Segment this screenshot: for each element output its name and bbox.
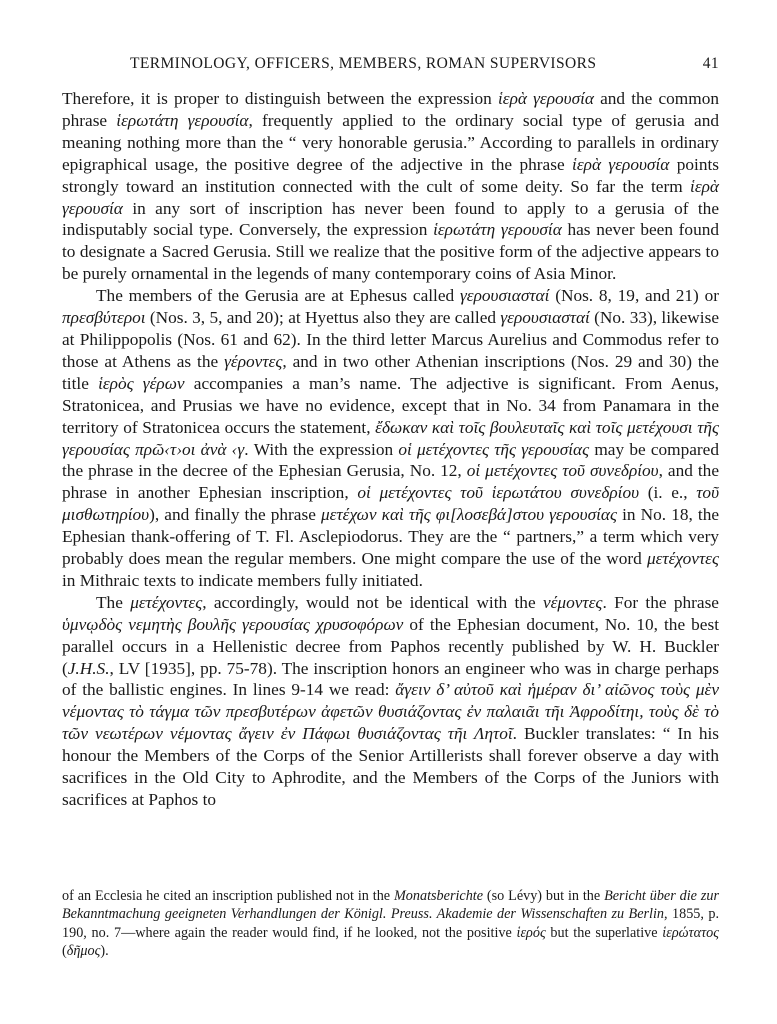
greek-term: ἱερός — [516, 924, 546, 941]
greek-term: ἱερώτατος — [662, 924, 719, 941]
page-number: 41 — [702, 55, 719, 72]
paragraph-2: The members of the Gerusia are at Ephesus called γερουσιασταί (Nos. 8, 19, and 21) or πρεσβύτεροι (Nos. 3, 5, and 20); at Hyettus also they are called γερουσιασταί (No. 33), likewise at Philippopolis (Nos. 61 and 62). In the third letter Marcus Aurelius and Commodus refer to those at Athens as the γέροντες, and in two other Athenian inscriptions (Nos. 29 and 30) the title ἱερὸς γέρων accompanies a man’s name. The adjective is significant. From Aenus, Stratonicea, and Prusias we have no evidence, except that in No. 34 from Panamara in the territory of Stratonicea occurs the statement, ἔδωκαν καὶ τοῖς βουλευταῖς καὶ τοῖς μετέχουσι τῆς γερουσίας πρῶ‹τ›οι ἀνὰ ‹γ. With the expression οἱ μετέχοντες τῆς γερουσίας may be compared the phrase in the decree of the Ephesian Gerusia, No. 12, οἱ μετέχοντες τοῦ συνεδρίου, and the phrase in another Ephesian inscription, οἱ μετέχοντες τοῦ ἱερωτάτου συνεδρίου (i. e., τοῦ μισθωτηρίου), and finally the phrase μετέχων καὶ τῆς φι[λοσεβά]στου γερουσίας in No. 18, the Ephesian thank-offering of T. Fl. Asclepiodorus. They are the “ partners,” a term which very probably does mean the regular members. One might compare the use of the word μετέχοντες in Mithraic texts to indicate members fully initiated. — [62, 286, 720, 590]
greek-quotation: ἔδωκαν καὶ τοῖς βουλευταῖς καὶ τοῖς μετέχουσι τῆς γερουσίας πρῶ‹τ›οι ἀνὰ ‹γ — [62, 417, 719, 459]
greek-term: τοῦ μισθωτηρίου — [62, 483, 720, 525]
publication-title: Monatsberichte — [393, 888, 484, 904]
greek-term: οἱ μετέχοντες τῆς γερουσίας — [398, 439, 590, 459]
running-header — [62, 55, 719, 79]
greek-term: μετέχων καὶ τῆς φι[λοσεβά]στου γερουσίας — [320, 505, 618, 525]
greek-term: ἱερὸς γέρων — [98, 373, 185, 393]
greek-term: ἱερωτάτη γερουσία — [116, 110, 249, 130]
greek-term: γερουσιασταί — [500, 308, 590, 328]
greek-term: ὑμνῳδὸς νεμητὴς βουλῆς γερουσίας χρυσοφόρων — [62, 614, 404, 634]
greek-term: μετέχοντες — [130, 592, 203, 612]
main-text — [62, 88, 719, 811]
publication-title: Bericht über die zur Bekanntmachung geeigneten Verhandlungen der Königl. Preuss. Akademie der Wissenschaften zu Berlin — [62, 888, 719, 923]
greek-term: πρεσβύτεροι — [62, 308, 146, 328]
greek-term: δῆμος — [66, 942, 101, 959]
greek-term: μετέχοντες — [646, 549, 719, 569]
greek-term: γέροντες — [224, 351, 283, 371]
running-title: TERMINOLOGY, OFFICERS, MEMBERS, ROMAN SUPERVISORS — [130, 55, 597, 72]
greek-term: ἱερὰ γερουσία — [497, 89, 594, 108]
greek-quotation: ἄγειν δ’ αὐτοῦ καὶ ἡμέραν δι’ αἰῶνος τοὺς μὲν νέμοντας τὸ τάγμα τῶν πρεσβυτέρων ἀφετῶν θυσιάζοντας ἐν παλαιᾶι τῆι Ἀφροδίτηι, τοὺς δὲ τὸ τῶν νεωτέρων νέμοντας ἄγειν ἐν Πάφωι θυσιάζοντας τῆι Λητοῖ — [62, 680, 719, 744]
greek-term: ἱερὰ γερουσία — [572, 154, 670, 174]
journal-title: J.H.S. — [67, 658, 110, 678]
greek-term: ἱερωτάτη γερουσία — [433, 220, 562, 240]
greek-term: οἱ μετέχοντες τοῦ ἱερωτάτου συνεδρίου — [357, 483, 640, 503]
footnote — [62, 887, 719, 960]
greek-term: οἱ μετέχοντες τοῦ συνεδρίου — [466, 461, 659, 481]
greek-term: ἱερὰ γερουσία — [62, 176, 719, 218]
paragraph-1: Therefore, it is proper to distinguish between the expression ἱερὰ γερουσία and the common phrase ἱερωτάτη γερουσία, frequently applied to the ordinary social type of gerusia and meaning nothing more than the “ very honorable gerusia.” According to parallels in ordinary epigraphical usage, the positive degree of the adjective in the phrase ἱερὰ γερουσία points strongly toward an institution connected with the cult of some deity. So far the term ἱερὰ γερουσία in any sort of inscription has never been found to apply to a gerusia of the indisputably social type. Conversely, the expression ἱερωτάτη γερουσία has never been found to designate a Sacred Gerusia. Still we realize that the positive form of the adjective appears to be purely ornamental in the legends of many contemporary coins of Asia Minor. — [62, 89, 719, 284]
paragraph-3: The μετέχοντες, accordingly, would not be identical with the νέμοντες. For the phrase ὑμνῳδὸς νεμητὴς βουλῆς γερουσίας χρυσοφόρων of the Ephesian document, No. 10, the best parallel occurs in a Hellenistic decree from Paphos recently published by W. H. Buckler (J.H.S., LV [1935], pp. 75-78). The inscription honors an engineer who was in charge perhaps of the ballistic engines. In lines 9-14 we read: ἄγειν δ’ αὐτοῦ καὶ ἡμέραν δι’ αἰῶνος τοὺς μὲν νέμοντας τὸ τάγμα τῶν πρεσβυτέρων ἀφετῶν θυσιάζοντας ἐν παλαιᾶι τῆι Ἀφροδίτηι, τοὺς δὲ τὸ τῶν νεωτέρων νέμοντας ἄγειν ἐν Πάφωι θυσιάζοντας τῆι Λητοῖ. Buckler translates: “ In his honour the Members of the Corps of the Senior Artillerists shall forever observe a day with sacrifices in the Old City to Aphrodite, and the Members of the Corps of the Juniors with sacrifices at Paphos to — [62, 592, 719, 809]
greek-term: νέμοντες — [542, 592, 603, 612]
greek-term: γερουσιασταί — [459, 286, 550, 306]
footnote-text: of an Ecclesia he cited an inscription published not in the Monatsberichte (so Lévy) but in the Bericht über die zur Bekanntmachung geeigneten Verhandlungen der Königl. Preuss. Akademie der Wissenschaften zu Berlin, 1855, p. 190, no. 7—where again the reader would find, if he looked, not the positive ἱερός but the superlative ἱερώτατος (δῆμος). — [62, 888, 720, 959]
